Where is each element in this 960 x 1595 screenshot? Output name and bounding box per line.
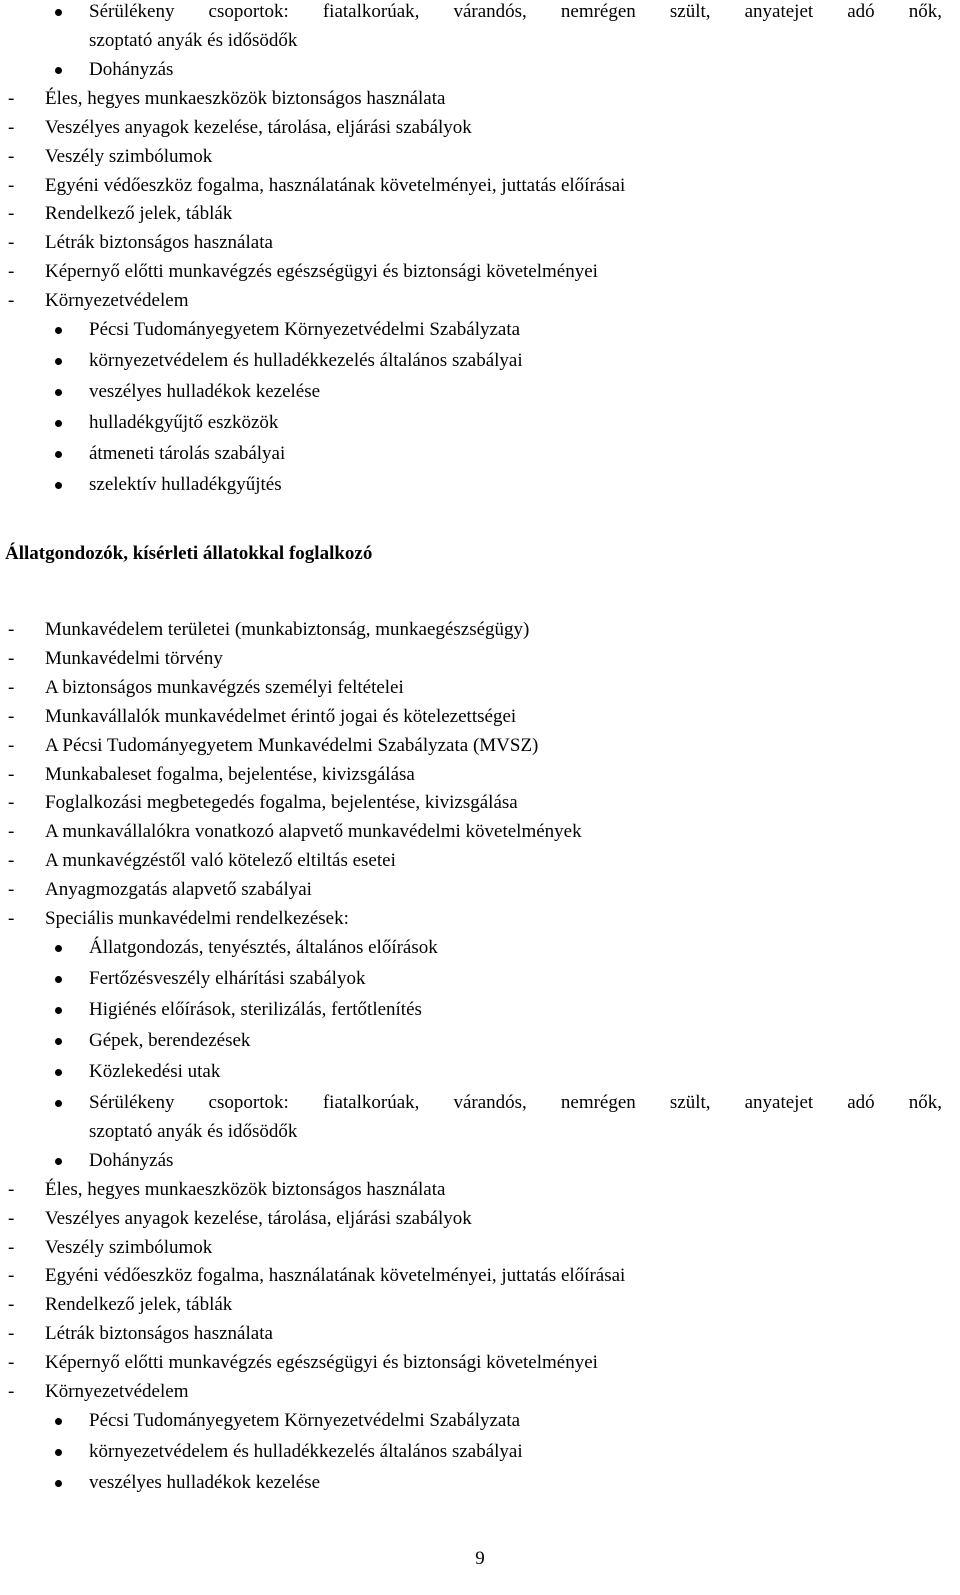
list-item: veszélyes hulladékok kezelése xyxy=(89,381,321,402)
list-item: Pécsi Tudományegyetem Környezetvédelmi Szabályzata xyxy=(89,1410,521,1431)
dash-marker: - xyxy=(8,1352,15,1373)
dash-marker: - xyxy=(8,117,15,138)
dash-marker: - xyxy=(8,1323,15,1344)
list-item: Sérülékeny csoportok: fiatalkorúak, várandós, nemrégen szült, anyatejet adó nők, xyxy=(89,1,942,22)
list-item: Gépek, berendezések xyxy=(89,1030,251,1051)
bullet-icon xyxy=(55,482,62,489)
dash-marker: - xyxy=(8,1179,15,1200)
list-item: Sérülékeny csoportok: fiatalkorúak, várandós, nemrégen szült, anyatejet adó nők, xyxy=(89,1092,942,1113)
list-item: átmeneti tárolás szabályai xyxy=(89,443,286,464)
list-item: Állatgondozás, tenyésztés, általános előírások xyxy=(89,937,438,958)
list-item: Anyagmozgatás alapvető szabályai xyxy=(45,879,312,900)
list-item: Rendelkező jelek, táblák xyxy=(45,1294,233,1315)
list-item: Egyéni védőeszköz fogalma, használatának követelményei, juttatás előírásai xyxy=(45,175,626,196)
dash-marker: - xyxy=(8,203,15,224)
bullet-icon xyxy=(55,389,62,396)
list-item: Higiénés előírások, sterilizálás, fertőtlenítés xyxy=(89,999,422,1020)
dash-marker: - xyxy=(8,677,15,698)
dash-marker: - xyxy=(8,1381,15,1402)
list-item: hulladékgyűjtő eszközök xyxy=(89,412,279,433)
bullet-icon xyxy=(55,1158,62,1165)
list-item: Környezetvédelem xyxy=(45,1381,189,1402)
list-item: Létrák biztonságos használata xyxy=(45,232,273,253)
list-item: Munkabaleset fogalma, bejelentése, kivizsgálása xyxy=(45,764,415,785)
list-item: A biztonságos munkavégzés személyi feltételei xyxy=(45,677,404,698)
bullet-icon xyxy=(55,1100,62,1107)
dash-marker: - xyxy=(8,619,15,640)
bullet-icon xyxy=(55,1480,62,1487)
list-item: Közlekedési utak xyxy=(89,1061,221,1082)
list-item: Foglalkozási megbetegedés fogalma, bejelentése, kivizsgálása xyxy=(45,792,518,813)
dash-marker: - xyxy=(8,1265,15,1286)
list-item: környezetvédelem és hulladékkezelés általános szabályai xyxy=(89,350,523,371)
dash-marker: - xyxy=(8,290,15,311)
list-item: Veszélyes anyagok kezelése, tárolása, eljárási szabályok xyxy=(45,1208,472,1229)
dash-marker: - xyxy=(8,146,15,167)
list-item: Munkavédelem területei (munkabiztonság, munkaegészségügy) xyxy=(45,619,530,640)
dash-marker: - xyxy=(8,1237,15,1258)
dash-marker: - xyxy=(8,1294,15,1315)
dash-marker: - xyxy=(8,232,15,253)
bullet-icon xyxy=(55,1418,62,1425)
dash-marker: - xyxy=(8,821,15,842)
dash-marker: - xyxy=(8,850,15,871)
list-item: Rendelkező jelek, táblák xyxy=(45,203,233,224)
bullet-icon xyxy=(55,451,62,458)
list-item: Éles, hegyes munkaeszközök biztonságos használata xyxy=(45,88,446,109)
list-item: Veszélyes anyagok kezelése, tárolása, eljárási szabályok xyxy=(45,117,472,138)
list-item: Veszély szimbólumok xyxy=(45,146,213,167)
dash-marker: - xyxy=(8,1208,15,1229)
list-item-continuation: szoptató anyák és idősödők xyxy=(89,1121,298,1142)
bullet-icon xyxy=(55,420,62,427)
list-item: szelektív hulladékgyűjtés xyxy=(89,474,282,495)
bullet-icon xyxy=(55,1449,62,1456)
list-item: veszélyes hulladékok kezelése xyxy=(89,1472,321,1493)
list-item: Pécsi Tudományegyetem Környezetvédelmi Szabályzata xyxy=(89,319,521,340)
bullet-icon xyxy=(55,9,62,16)
dash-marker: - xyxy=(8,908,15,929)
list-item: környezetvédelem és hulladékkezelés általános szabályai xyxy=(89,1441,523,1462)
bullet-icon xyxy=(55,1007,62,1014)
bullet-icon xyxy=(55,945,62,952)
dash-marker: - xyxy=(8,792,15,813)
list-item: Egyéni védőeszköz fogalma, használatának követelményei, juttatás előírásai xyxy=(45,1265,626,1286)
list-item: Képernyő előtti munkavégzés egészségügyi és biztonsági követelményei xyxy=(45,261,598,282)
section-heading: Állatgondozók, kísérleti állatokkal foglalkozó xyxy=(5,543,373,564)
dash-marker: - xyxy=(8,706,15,727)
dash-marker: - xyxy=(8,88,15,109)
list-item: Speciális munkavédelmi rendelkezések: xyxy=(45,908,349,929)
list-item: Éles, hegyes munkaeszközök biztonságos használata xyxy=(45,1179,446,1200)
list-item: A Pécsi Tudományegyetem Munkavédelmi Szabályzata (MVSZ) xyxy=(45,735,539,756)
bullet-icon xyxy=(55,67,62,74)
list-item: Környezetvédelem xyxy=(45,290,189,311)
list-item: A munkavállalókra vonatkozó alapvető munkavédelmi követelmények xyxy=(45,821,582,842)
page-number: 9 xyxy=(475,1548,485,1569)
dash-marker: - xyxy=(8,175,15,196)
bullet-icon xyxy=(55,358,62,365)
bullet-icon xyxy=(55,1069,62,1076)
list-item-continuation: szoptató anyák és idősödők xyxy=(89,30,298,51)
dash-marker: - xyxy=(8,764,15,785)
list-item: Dohányzás xyxy=(89,59,174,80)
dash-marker: - xyxy=(8,261,15,282)
bullet-icon xyxy=(55,1038,62,1045)
list-item: A munkavégzéstől való kötelező eltiltás esetei xyxy=(45,850,396,871)
list-item: Munkavédelmi törvény xyxy=(45,648,223,669)
list-item: Dohányzás xyxy=(89,1150,174,1171)
dash-marker: - xyxy=(8,879,15,900)
list-item: Veszély szimbólumok xyxy=(45,1237,213,1258)
list-item: Fertőzésveszély elhárítási szabályok xyxy=(89,968,366,989)
bullet-icon xyxy=(55,327,62,334)
bullet-icon xyxy=(55,976,62,983)
list-item: Képernyő előtti munkavégzés egészségügyi és biztonsági követelményei xyxy=(45,1352,598,1373)
dash-marker: - xyxy=(8,648,15,669)
list-item: Létrák biztonságos használata xyxy=(45,1323,273,1344)
list-item: Munkavállalók munkavédelmet érintő jogai és kötelezettségei xyxy=(45,706,517,727)
dash-marker: - xyxy=(8,735,15,756)
